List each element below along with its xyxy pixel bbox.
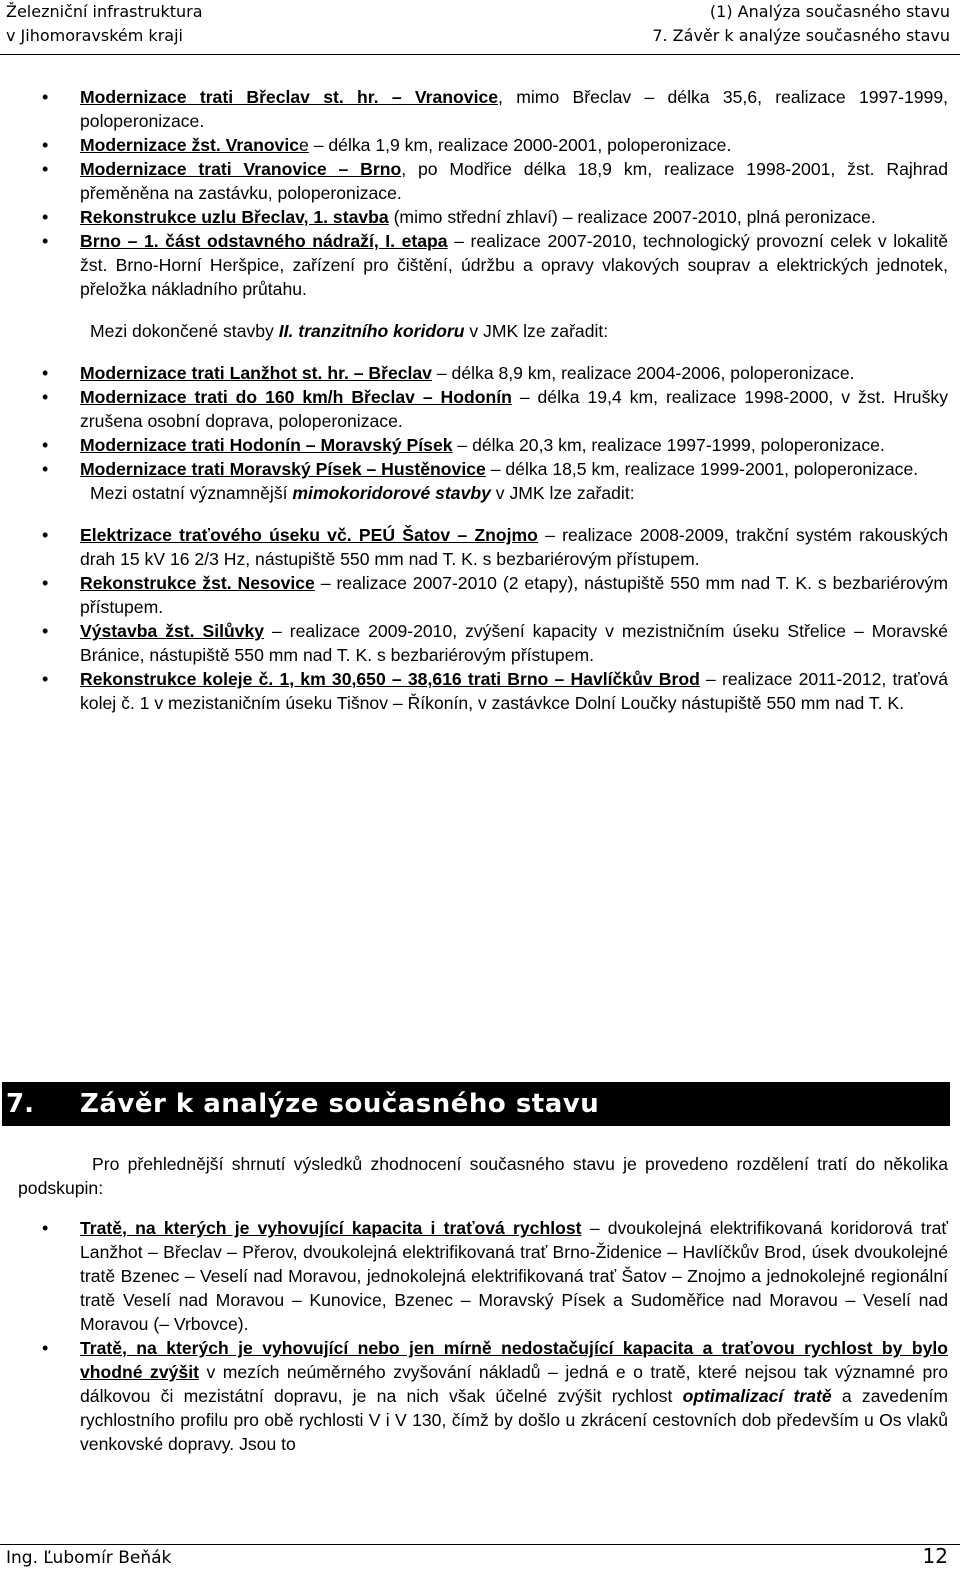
list-item: • Tratě, na kterých je vyhovující kapacita i traťová rychlost – dvoukolejná elektrifikovaná koridorová trať Lanžhot – Břeclav – Přerov, dvoukolejná elektrifikovaná trať Brno-Židenice – Havlíčkův Brod, úsek dvoukolejné tratě Bzenec – Veselí nad Moravou, jednokolejná elektrifikovaná trať Šatov – Znojmo a jednokolejné regionální tratě Veselí nad Moravou – Kunovice, Bzenec – Moravský Písek a Sudoměřice nad Moravou – Veselí nad Moravou (– Vrbovce). <box>18 1216 948 1336</box>
list-item: • Modernizace trati do 160 km/h Břeclav – Hodonín – délka 19,4 km, realizace 1998-2000, v žst. Hrušky zrušena osobní doprava, poloperonizace. <box>18 385 948 433</box>
header-section-line1: (1) Analýza současného stavu <box>709 2 950 21</box>
list-item: • Modernizace trati Břeclav st. hr. – Vranovice, mimo Břeclav – délka 35,6, realizace 1997-1999, poloperonizace. <box>18 85 948 133</box>
header-section-line2: 7. Závěr k analýze současného stavu <box>652 26 950 45</box>
page-header <box>0 0 960 56</box>
list-item: • Tratě, na kterých je vyhovující nebo jen mírně nedostačující kapacita a traťovou rychlost by bylo vhodné zvýšit v mezích neúměrného zvyšování nákladů – jedná e o tratě, které nejsou tak významné pro dálkovou či mezistátní dopravu, je na nich však účelné zvýšit rychlost optimalizací tratě a zavedením rychlostního profilu pro obě rychlosti V i V 130, čímž by došlo u zkrácení cestovních dob především u Os vlaků venkovské dopravy. Jsou to <box>18 1336 948 1456</box>
list-item: • Modernizace trati Hodonín – Moravský Písek – délka 20,3 km, realizace 1997-1999, poloperonizace. <box>18 433 948 457</box>
other-works-list <box>18 523 948 715</box>
page-number: 12 <box>922 1544 948 1568</box>
author-name: Ing. Ľubomír Beňák <box>6 1548 172 1568</box>
chapter-title: Závěr k analýze současného stavu <box>80 1089 600 1119</box>
track-groups-list <box>18 1216 948 1456</box>
header-title-line2: v Jihomoravském kraji <box>6 26 183 45</box>
list-item: • Rekonstrukce žst. Nesovice – realizace 2007-2010 (2 etapy), nástupiště 550 mm nad T. K. s bezbariérovým přístupem. <box>18 571 948 619</box>
intro-corridor-ii: Mezi dokončené stavby II. tranzitního koridoru v JMK lze zařadit: <box>90 321 609 341</box>
summary-content <box>18 1216 948 1456</box>
list-item: • Modernizace trati Vranovice – Brno, po Modřice délka 18,9 km, realizace 1998-2001, žst. Rajhrad přeměněna na zastávku, poloperonizace. <box>18 157 948 205</box>
completed-works-list <box>18 85 948 301</box>
list-item: • Modernizace žst. Vranovice – délka 1,9 km, realizace 2000-2001, poloperonizace. <box>18 133 948 157</box>
header-left <box>6 0 203 48</box>
chapter-heading <box>2 1082 950 1126</box>
list-item: • Brno – 1. část odstavného nádraží, I. etapa – realizace 2007-2010, technologický provozní celek v lokalitě žst. Brno-Horní Heršpice, zařízení pro čištění, údržbu a opravy vlakových souprav a elektrických jednotek, přeložka nákladního průtahu. <box>18 229 948 301</box>
list-item: • Rekonstrukce koleje č. 1, km 30,650 – 38,616 trati Brno – Havlíčkův Brod – realizace 2011-2012, traťová kolej č. 1 v mezistaničním úseku Tišnov – Říkonín, v zastávkce Dolní Loučky nástupiště 550 mm nad T. K. <box>18 667 948 715</box>
list-item: • Elektrizace traťového úseku vč. PEÚ Šatov – Znojmo – realizace 2008-2009, trakční systém rakouských drah 15 kV 16 2/3 Hz, nástupiště 550 mm nad T. K. s bezbariérovým přístupem. <box>18 523 948 571</box>
intro-other-works: Mezi ostatní významnější mimokoridorové stavby v JMK lze zařadit: <box>90 483 635 503</box>
list-item: • Výstavba žst. Silůvky – realizace 2009-2010, zvýšení kapacity v mezistničním úseku Střelice – Moravské Bránice, nástupiště 550 mm nad T. K. s bezbariérovým přístupem. <box>18 619 948 667</box>
main-content <box>18 85 948 715</box>
header-right <box>652 0 950 48</box>
list-item: • Rekonstrukce uzlu Břeclav, 1. stavba (mimo střední zhlaví) – realizace 2007-2010, plná peronizace. <box>18 205 948 229</box>
header-rule <box>0 54 960 55</box>
corridor-ii-list <box>18 361 948 481</box>
footer-rule <box>0 1544 960 1545</box>
header-title-line1: Železniční infrastruktura <box>6 2 203 21</box>
chapter-number: 7. <box>6 1089 34 1119</box>
summary-paragraph: Pro přehlednější shrnutí výsledků zhodnocení současného stavu je provedeno rozdělení tratí do několika podskupin: <box>18 1154 948 1198</box>
list-item: • Modernizace trati Moravský Písek – Hustěnovice – délka 18,5 km, realizace 1999-2001, poloperonizace. <box>18 457 948 481</box>
list-item: • Modernizace trati Lanžhot st. hr. – Břeclav – délka 8,9 km, realizace 2004-2006, poloperonizace. <box>18 361 948 385</box>
